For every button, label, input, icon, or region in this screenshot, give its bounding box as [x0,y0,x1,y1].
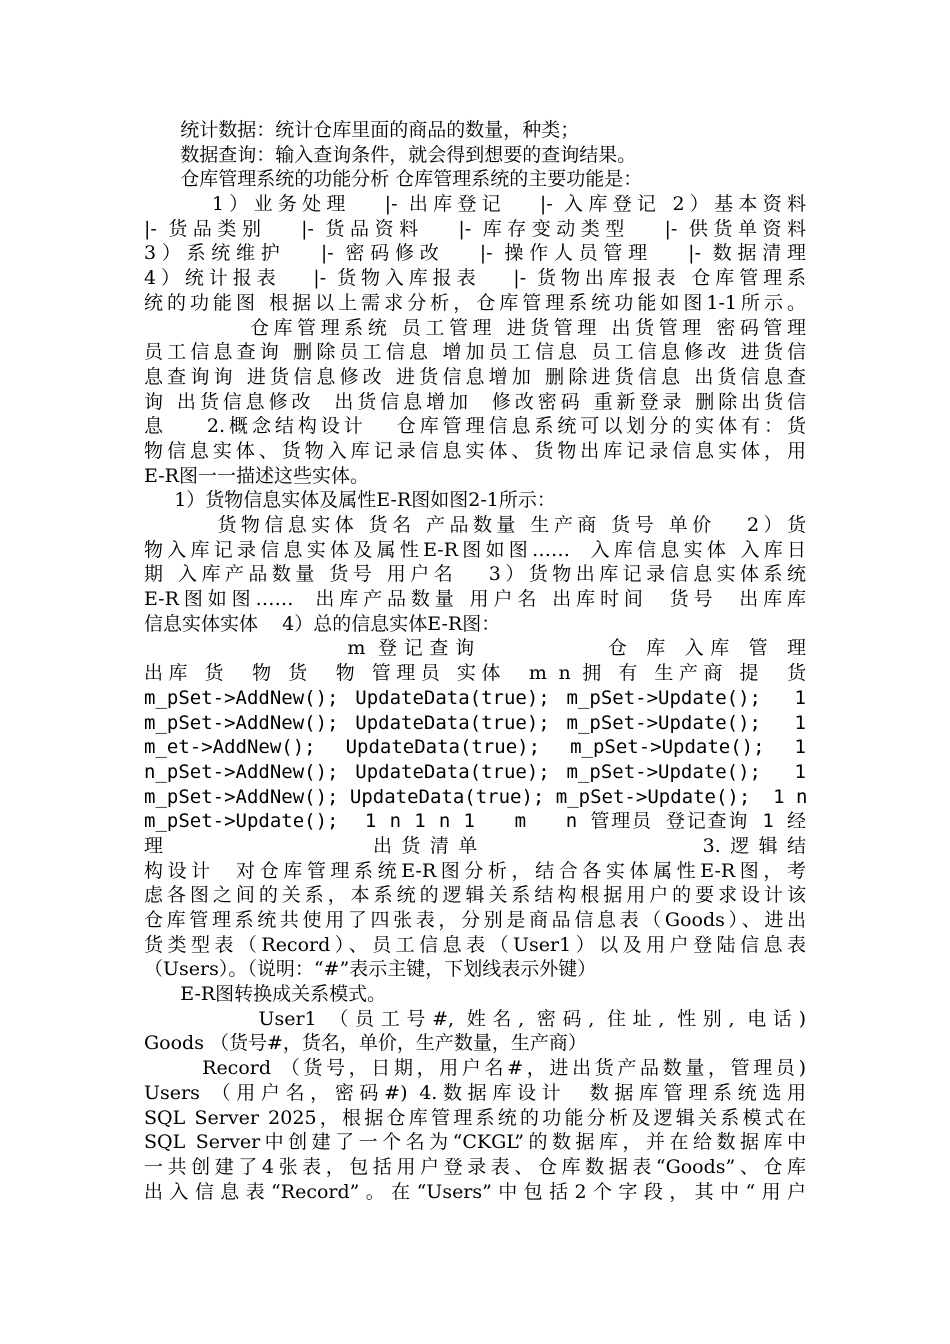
text-line: 期 入库产品数量 货号 用户名 3）货物出库记录信息实体系统 [144,563,806,586]
text-line: 出入信息表“Record”。在“Users”中包括2个字段，其中“用户 [144,1180,806,1203]
text-line: m_et->AddNew(); UpdateData(true); m_pSet->Update(); 1 [144,736,806,759]
text-line: 一共创建了4张表，包括用户登录表、仓库数据表“Goods”、仓库 [144,1155,806,1178]
text-line: 仓库管理系统共使用了四张表，分别是商品信息表（Goods）、进出 [144,909,806,931]
text-line: |- 货品类别 |- 货品资料 |- 库存变动类型 |- 供货单资料 [144,217,806,240]
text-line: E-R图如图…… 出库产品数量 用户名 出库时间 货号 出库库 [144,588,806,611]
text-line: （Users）。（说明：“#”表示主键，下划线表示外键） [144,958,597,981]
document-page [144,118,806,1204]
text-line: 询 出货信息修改 出货信息增加 修改密码 重新登录 删除出货信 [144,390,806,413]
text-line: Record （货号，日期，用户名#，进出货产品数量，管理员) [144,1057,806,1080]
text-line: 货类型表（Record）、员工信息表（User1）以及用户登陆信息表 [144,933,806,956]
text-line: 数据查询：输入查询条件，就会得到想要的查询结果。 [144,143,637,166]
text-line: 仓库管理系统的功能分析 仓库管理系统的主要功能是： [144,168,643,191]
text-line: 3）系统维护 |- 密码修改 |- 操作人员管理 |- 数据清理 [144,242,806,265]
text-line: 息 2.概念结构设计 仓库管理信息系统可以划分的实体有：货 [144,415,806,438]
text-line: 信息实体实体 4）总的信息实体E-R图： [144,612,501,635]
text-line: m_pSet->Update(); 1 n 1 n 1 m n 管理员 登记查询 1 经 [144,810,806,833]
text-line: n_pSet->AddNew(); UpdateData(true); m_pSet->Update(); 1 [144,760,806,783]
text-line: 理 出货清单 3.逻辑结 [144,834,806,857]
text-line: 息查询询 进货信息修改 进货信息增加 删除进货信息 出货信息查 [144,365,806,388]
text-line: 统的功能图 根据以上需求分析，仓库管理系统功能如图1-1所示。 [144,291,806,314]
text-line: m_pSet->AddNew(); UpdateData(true); m_pSet->Update(); 1 [144,711,806,734]
text-line: 物入库记录信息实体及属性E-R图如图…… 入库信息实体 入库日 [144,538,806,561]
text-line: E-R图转换成关系模式。 [144,983,387,1006]
text-line: 员工信息查询 删除员工信息 增加员工信息 员工信息修改 进货信 [144,341,806,364]
text-line: 仓库管理系统 员工管理 进货管理 出货管理 密码管理 [144,316,806,339]
text-line: 虑各图之间的关系，本系统的逻辑关系结构根据用户的要求设计该 [144,884,806,907]
text-line: m_pSet->AddNew(); UpdateData(true); m_pSet->Update(); 1 [144,686,806,709]
text-line: E-R图一一描述这些实体。 [144,464,369,487]
text-line: 4）统计报表 |- 货物入库报表 |- 货物出库报表 仓库管理系 [144,267,806,290]
text-line: m_pSet->AddNew(); UpdateData(true); m_pSet->Update(); 1 n [144,785,808,808]
text-line: 1）业务处理 |- 出库登记 |- 入库登记 2）基本资料 [144,193,806,216]
text-line: Users （用户名，密码#) 4.数据库设计 数据库管理系统选用 [144,1081,806,1104]
text-line: SQL Server中创建了一个名为“CKGL”的数据库，并在给数据库中 [144,1131,806,1154]
text-line: SQL Server 2025，根据仓库管理系统的功能分析及逻辑关系模式在 [144,1106,806,1129]
text-line: 出库 货 物 货 物 管理员 实体 m n 拥 有 生产商 提 货 [144,662,806,685]
text-line: Goods （货号#，货名，单价，生产数量，生产商） [144,1032,587,1055]
text-line: 构设计 对仓库管理系统E-R图分析，结合各实体属性E-R图，考 [144,859,806,882]
text-line: m 登记查询 仓 库 入库 管 理 [144,637,806,660]
text-line: User1 （员工号#, 姓名, 密码, 住址, 性别, 电话) [144,1007,806,1030]
text-line: 统计数据：统计仓库里面的商品的数量，种类； [144,119,580,141]
text-line: 物信息实体、货物入库记录信息实体、货物出库记录信息实体，用 [144,439,806,462]
text-line: 货物信息实体 货名 产品数量 生产商 货号 单价 2）货 [144,514,806,536]
text-line: 1）货物信息实体及属性E-R图如图2-1所示： [144,489,556,512]
